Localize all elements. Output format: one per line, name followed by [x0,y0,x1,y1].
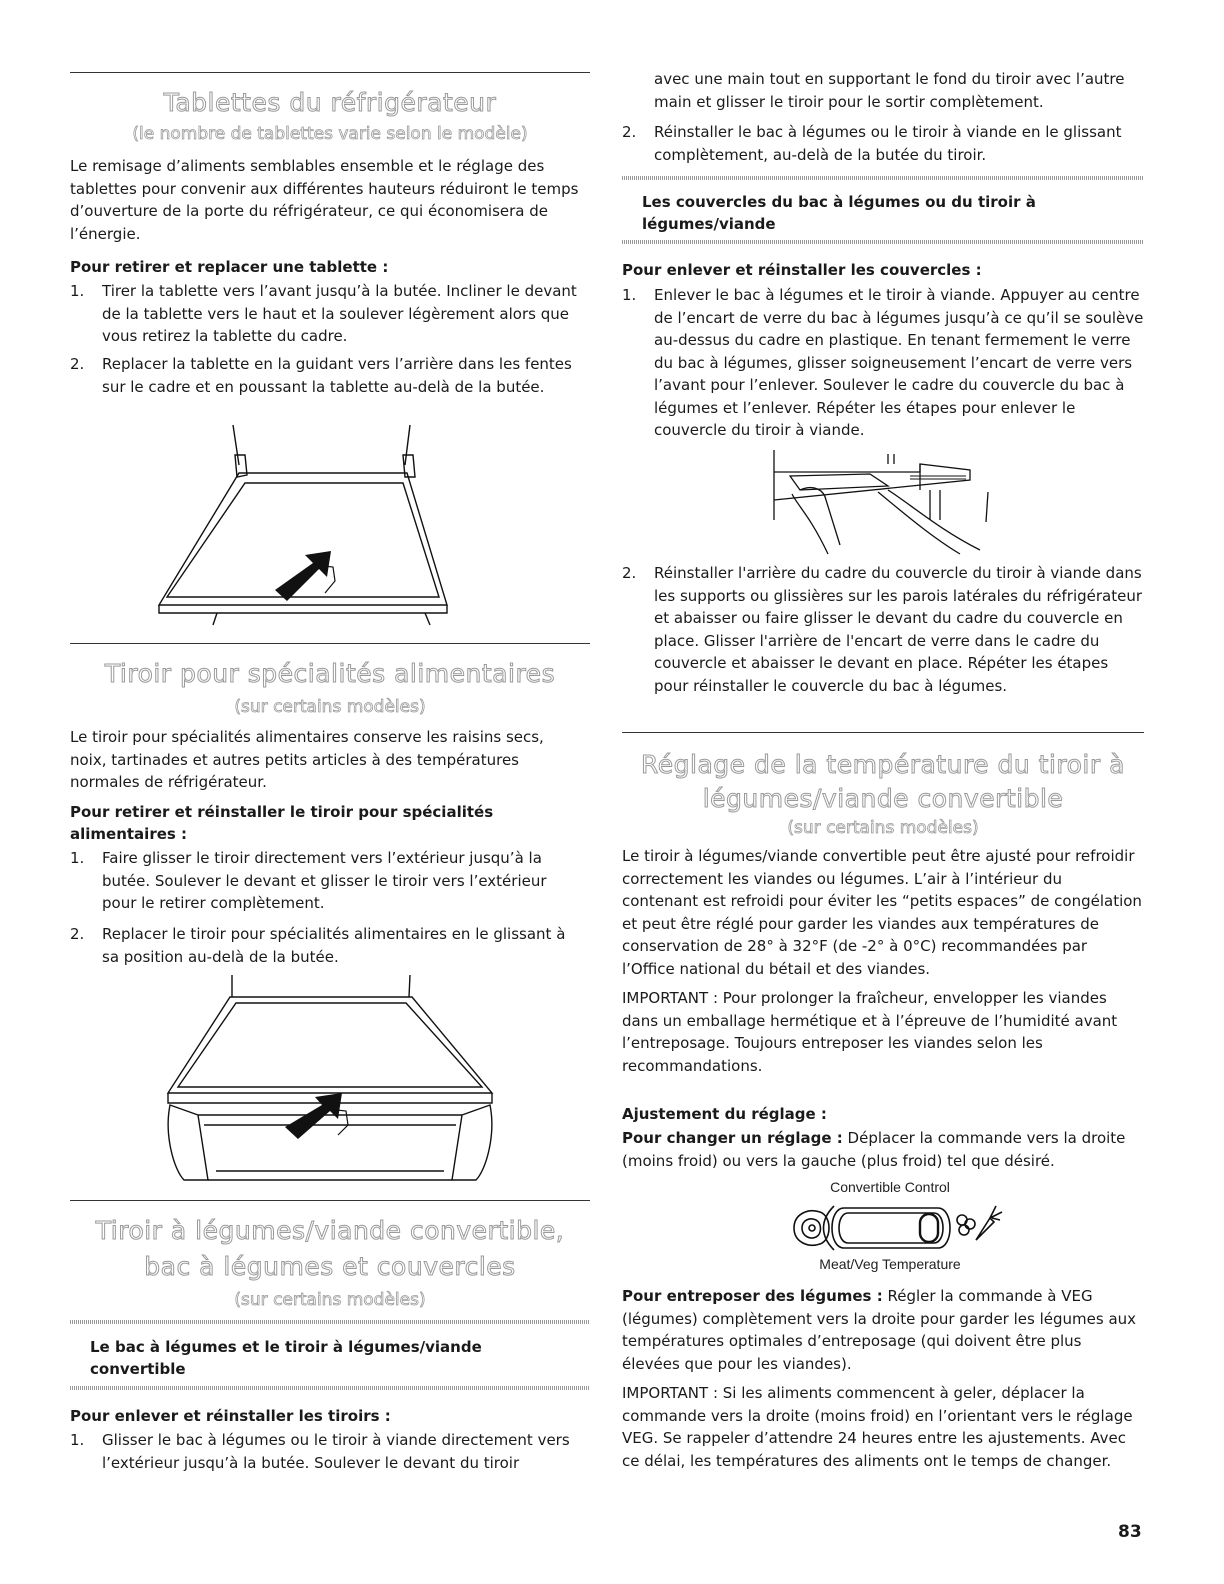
specialty-drawer-heading: Pour retirer et réinstaller le tiroir pour spécialités alimentaires : [70,803,494,843]
section-divider [70,1200,590,1201]
section-title-temperature-line2: légumes/viande convertible [702,784,1064,813]
section-divider [622,732,1144,733]
section-title-specialty-drawer: Tiroir pour spécialités alimentaires [104,659,556,688]
vegetable-icon [957,1206,1002,1240]
dotted-divider [622,176,1144,180]
section-subtitle-crisper: (sur certains modèles) [234,1290,426,1310]
list-text: Enlever le bac à légumes et le tiroir à viande. Appuyer au centre de l’encart de verre du bac à légumes jusqu’à ce qu’il se soulève au-dessus du cadre en plastique. En tenant fermement le verre du bac à légumes, glisser soigneusement l’encart de verre vers l’avant pour l’enlever. Soulever le cadre du couvercle du bac à légumes et l’enlever. Répéter les étapes pour enlever le couvercle du tiroir à viande. [654,286,1144,439]
section-title-crisper-line2: bac à légumes et couvercles [144,1252,516,1281]
shelves-heading: Pour retirer et replacer une tablette : [70,258,389,276]
cover-removal-illustration [770,450,1000,560]
section-subtitle-shelves: (le nombre de tablettes varie selon le modèle) [132,124,528,144]
important-note-freezing: IMPORTANT : Si les aliments commencent à geler, déplacer la commande vers la droite (moins froid) en l’orientant vers le réglage VEG. Se rappeler d’attendre 24 heures entre les ajustements. Avec ce délai, les températures des aliments ont le temps de changer. [622,1384,1133,1470]
list-item [70,1429,588,1474]
list-number: 2. [70,925,85,943]
specialty-drawer-intro: Le tiroir pour spécialités alimentaires conserve les raisins secs, noix, tartinades et autres petits articles à des températures normales de réfrigérateur. [70,728,544,791]
section-title-crisper: Tiroir à légumes/viande convertible, [95,1216,565,1245]
list-item [70,923,582,968]
covers-subheading: Les couvercles du bac à légumes ou du tiroir à légumes/viande [642,193,1036,233]
change-setting-paragraph [622,1127,1142,1172]
list-number: 1. [70,1431,85,1449]
drawers-heading: Pour enlever et réinstaller les tiroirs : [70,1407,391,1425]
change-setting-label: Pour changer un réglage : [622,1129,843,1147]
list-text: Réinstaller le bac à légumes ou le tiroir à viande en le glissant complètement, au-delà de la butée du tiroir. [654,123,1122,164]
crisper-subheading: Le bac à légumes et le tiroir à légumes/viande convertible [90,1338,482,1378]
store-vegetables-label: Pour entreposer des légumes : [622,1287,883,1305]
list-text: Réinstaller l'arrière du cadre du couvercle du tiroir à viande dans les supports ou glissières sur les parois latérales du réfrigérateur et abaisser ou faire glisser le devant du cadre du couvercle en place. Glisser l'arrière de l'encart de verre dans le cadre du couvercle et abaisser le devant en place. Répéter les étapes pour réinstaller le couvercle du bac à légumes. [654,564,1143,695]
temperature-intro: Le tiroir à légumes/viande convertible peut être ajusté pour refroidir correctement les viandes ou légumes. L’air à l’intérieur du contenant est refroidi pour éviter les “petits espaces” de congélation et peut être réglé pour garder les viandes aux températures de conservation de 28° à 32°F (de -2° à 0°C) recommandées par l’Office national du bétail et des viandes. [622,847,1142,978]
control-top-label: Convertible Control [830,1179,950,1195]
list-text: Tirer la tablette vers l’avant jusqu’à la butée. Incliner le devant de la tablette vers le haut et la soulever légèrement alors que vous retirez la tablette du cadre. [102,282,577,345]
list-number: 1. [70,282,85,300]
important-note-meat: IMPORTANT : Pour prolonger la fraîcheur, envelopper les viandes dans un emballage hermétique et à l’épreuve de l’humidité avant l’entreposage. Toujours entreposer les viandes selon les recommandations. [622,989,1118,1075]
list-number: 2. [622,564,637,582]
shelf-illustration [155,425,450,635]
slider-knob [920,1214,938,1242]
section-divider [70,72,590,73]
change-setting-text: Déplacer la commande vers la droite (moins froid) ou vers la gauche (plus froid) tel que désiré. [622,1129,1126,1170]
list-text: Glisser le bac à légumes ou le tiroir à viande directement vers l’extérieur jusqu’à la butée. Soulever le devant du tiroir [102,1431,570,1472]
list-number: 2. [70,355,85,373]
section-subtitle-specialty-drawer: (sur certains modèles) [234,697,426,717]
adjust-heading: Ajustement du réglage : [622,1105,827,1123]
list-item [70,280,582,348]
list-item [622,121,1144,166]
store-vegetables-text: Régler la commande à VEG (légumes) complètement vers la droite pour garder les légumes aux températures optimales d’entreposage (qui doivent être plus élevées que pour les viandes). [622,1287,1137,1373]
section-title-shelves: Tablettes du réfrigérateur [163,88,497,117]
list-number: 1. [622,286,637,304]
section-subtitle-temperature: (sur certains modèles) [787,818,979,838]
control-bottom-label: Meat/Veg Temperature [819,1256,961,1272]
section-divider [70,643,590,644]
list-item [622,562,1144,697]
dotted-divider [622,240,1144,244]
convertible-control [790,1200,1010,1256]
list-text: Replacer la tablette en la guidant vers l’arrière dans les fentes sur le cadre et en poussant la tablette au-delà de la butée. [102,355,572,396]
shelves-intro: Le remisage d’aliments semblables ensemble et le réglage des tablettes pour convenir aux différentes hauteurs réduiront le temps d’ouverture de la porte du réfrigérateur, ce qui économisera de l’énergie. [70,157,579,243]
drawer-illustration [160,975,505,1193]
arrow-icon [275,551,331,601]
list-item [70,353,582,398]
list-text: Replacer le tiroir pour spécialités alimentaires en le glissant à sa position au-delà de la butée. [102,925,566,966]
list-number: 1. [70,849,85,867]
dotted-divider [70,1320,590,1324]
list-item [70,847,582,915]
page-number: 83 [1118,1522,1142,1542]
dotted-divider [70,1386,590,1390]
covers-heading: Pour enlever et réinstaller les couvercles : [622,261,982,279]
continuation-text: avec une main tout en supportant le fond du tiroir avec l’autre main et glisser le tiroir pour le sortir complètement. [654,70,1125,111]
list-text: Faire glisser le tiroir directement vers l’extérieur jusqu’à la butée. Soulever le devant et glisser le tiroir vers l’extérieur pour le retirer complètement. [102,849,547,912]
store-vegetables-paragraph [622,1285,1142,1375]
list-number: 2. [622,123,637,141]
arrow-icon [285,1093,342,1139]
list-item [622,284,1144,442]
section-title-temperature: Réglage de la température du tiroir à [641,750,1125,779]
